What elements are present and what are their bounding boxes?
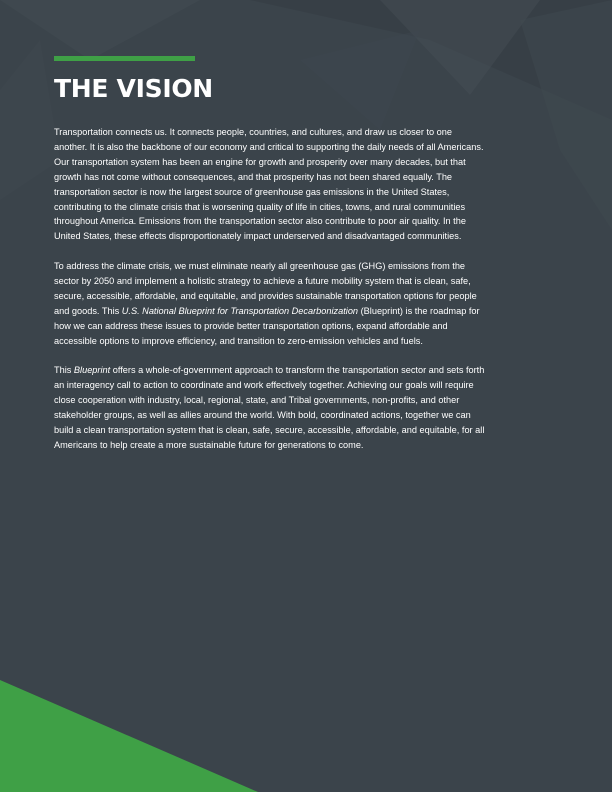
paragraph-2-text-start: To address the climate crisis, we must eliminate nearly all greenhouse gas (GHG) emissions from the sector by 2050 and implement a holistic strategy to achieve a future mobility system that is clean, safe, secure, accessible, affordable, and equitable, and provides sustainable transportation options for people and goods. This [54, 261, 477, 316]
body-text [54, 125, 486, 468]
paragraph-2-text-end: (Blueprint) is the roadmap for how we can address these issues to provide better transportation options, expand affordable and accessible options to improve efficiency, and transition to zero-emission vehicles and fuels. [54, 305, 480, 346]
blueprint-full-title: U.S. National Blueprint for Transportation Decarbonization [121, 305, 359, 316]
title-accent-bar [54, 56, 195, 61]
paragraph-3-text-start: This [54, 365, 74, 376]
paragraph-1-text: Transportation connects us. It connects people, countries, and cultures, and draw us closer to one another. It is also the backbone of our economy and critical to supporting the daily needs of all Americans. Our transportation system has been an engine for growth and prosperity over many decades, but that growth has not come without consequences, and that prosperity has not been shared equally. The transportation sector is now the largest source of greenhouse gas emissions in the United States, contributing to the climate crisis that is worsening quality of life in cities, towns, and rural communities throughout America. Emissions from the transportation sector also contribute to poor air quality. In the United States, these effects disproportionately impact underserved and disadvantaged communities. [54, 127, 484, 242]
paragraph-1 [54, 125, 486, 244]
blueprint-short-title: Blueprint [73, 365, 111, 376]
paragraph-3 [54, 363, 486, 452]
paragraph-2 [54, 259, 486, 348]
page-title: THE VISION [54, 74, 213, 103]
paragraph-3-text-end: offers a whole-of-government approach to transform the transportation sector and sets forth an interagency call to action to coordinate and work effectively together. Achieving our goals will require close cooperation with industry, local, regional, state, and Tribal governments, non-profits, and other stakeholder groups, as well as allies around the world. With bold, coordinated actions, together we can build a clean transportation system that is clean, safe, secure, accessible, affordable, and equitable, for all Americans to help create a more sustainable future for generations to come. [54, 365, 485, 450]
